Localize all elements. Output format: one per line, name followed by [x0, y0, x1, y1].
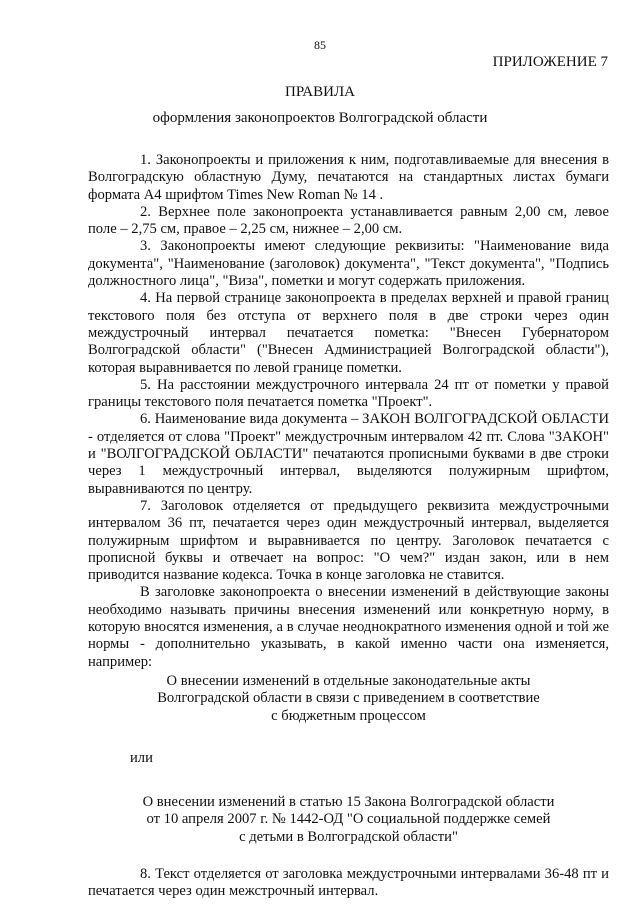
paragraph-8: 8. Текст отделяется от заголовка междустрочными интервалами 36-48 пт и печатается через один межстрочный интервал.: [88, 865, 609, 900]
or-connector: или: [130, 749, 153, 766]
example-2-line: О внесении изменений в статью 15 Закона Волгоградской области: [142, 794, 555, 811]
example-1-line: О внесении изменений в отдельные законодательные акты: [166, 672, 531, 689]
example-title-2: [88, 794, 609, 846]
example-1-line: Волгоградской области в связи с приведением в соответствие: [157, 690, 540, 707]
paragraph-3: 3. Законопроекты имеют следующие реквизиты: "Наименование вида документа", "Наименование (заголовок) документа", "Текст документа", "Подпись должностного лица", "Виза", пометки и могут содержать приложения.: [88, 238, 609, 290]
document-title: ПРАВИЛА: [285, 84, 355, 100]
paragraph-4: 4. На первой странице законопроекта в пределах верхней и правой границ текстового поля без отступа от верхнего поля в две строки через один междустрочный интервал печатается пометка: "Внесен Губернатором Волгоградской области" ("Внесен Администрацией Волгоградской области"), которая выравнивается по левой границе пометки.: [88, 290, 609, 376]
paragraph-6: 6. Наименование вида документа – ЗАКОН ВОЛГОГРАДСКОЙ ОБЛАСТИ - отделяется от слова "Проект" междустрочным интервалом 42 пт. Слова "ЗАКОН" и "ВОЛГОГРАДСКОЙ ОБЛАСТИ" печатаются прописными буквами в две строки через 1 междустрочный интервал, выделяются полужирным шрифтом, выравниваются по центру.: [88, 411, 609, 497]
document-body: [88, 152, 609, 901]
appendix-label: ПРИЛОЖЕНИЕ 7: [492, 54, 608, 70]
paragraph-1: 1. Законопроекты и приложения к ним, подготавливаемые для внесения в Волгоградскую областную Думу, печатаются на стандартных листах бумаги формата А4 шрифтом Times New Roman № 14 .: [88, 152, 609, 203]
example-2-line: с детьми в Волгоградской области": [239, 828, 458, 845]
example-2-line: от 10 апреля 2007 г. № 1442-ОД "О социальной поддержке семей: [146, 811, 551, 828]
document-subtitle: оформления законопроектов Волгоградской области: [152, 110, 488, 126]
example-title-1: [88, 673, 609, 725]
example-1-line: с бюджетным процессом: [271, 707, 426, 724]
paragraph-7-continued: В заголовке законопроекта о внесении изменений в действующие законы необходимо называть причины внесения изменений или конкретную норму, в которую вносятся изменения, а в случае неоднократного изменения одной и той же нормы - дополнительно указывать, в какой именно части она изменяется, например:: [88, 584, 609, 670]
paragraph-5: 5. На расстоянии междустрочного интервала 24 пт от пометки у правой границы текстового поля печатается пометка "Проект".: [88, 376, 609, 411]
page-number: 85: [314, 38, 326, 52]
paragraph-2: 2. Верхнее поле законопроекта устанавливается равным 2,00 см, левое поле – 2,75 см, правое – 2,25 см, нижнее – 2,00 см.: [88, 203, 609, 238]
paragraph-7: 7. Заголовок отделяется от предыдущего реквизита междустрочными интервалом 36 пт, печатается через один междустрочный интервал, выделяется полужирным шрифтом и выравнивается по центру. Заголовок печатается с прописной буквы и отвечает на вопрос: "О чем?" издан закон, или в нем приводится название кодекса. Точка в конце заголовка не ставится.: [88, 497, 609, 584]
